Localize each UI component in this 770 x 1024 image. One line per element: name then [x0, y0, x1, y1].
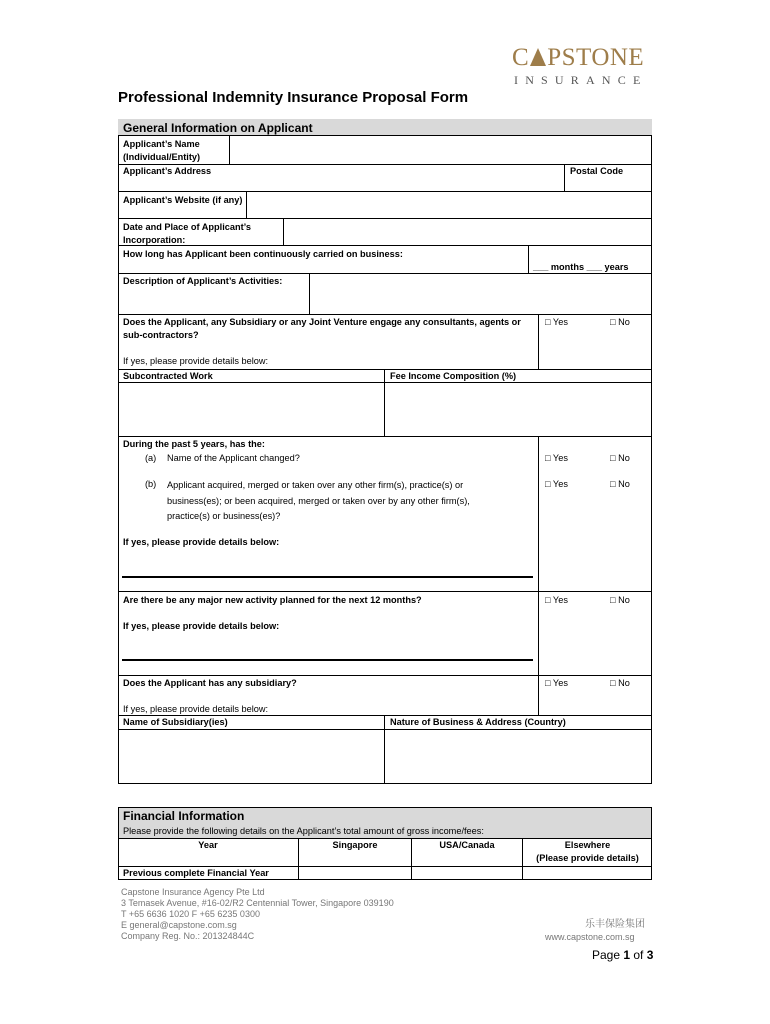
- footer-phone: T +65 6636 1020 F +65 6235 0300: [121, 909, 260, 919]
- prev-year-elsewhere-input[interactable]: [523, 867, 651, 879]
- subcontractor-yes-checkbox[interactable]: □ Yes: [545, 317, 568, 327]
- incorporation-input[interactable]: [284, 218, 651, 245]
- merger-no-checkbox[interactable]: □ No: [610, 479, 630, 489]
- incorporation-label: Date and Place of Applicant’s Incorporation:: [123, 222, 251, 245]
- footer-address: 3 Temasek Avenue, #16-02/R2 Centennial Tower, Singapore 039190: [121, 898, 394, 908]
- past-b-marker: (b): [145, 479, 157, 489]
- new-activity-no-checkbox[interactable]: □ No: [610, 595, 630, 605]
- financial-info-header: Financial Information: [123, 809, 245, 823]
- col-usa-canada-header: USA/Canada: [439, 840, 495, 850]
- subsidiary-details-prompt: If yes, please provide details below:: [123, 704, 269, 714]
- applicant-website-input[interactable]: [247, 191, 651, 218]
- activities-label: Description of Applicant’s Activities:: [123, 276, 283, 286]
- footer-group-name: 乐丰保险集团: [585, 919, 645, 930]
- logo-subtitle: INSURANCE: [514, 73, 648, 87]
- subcontracted-work-header: Subcontracted Work: [123, 371, 213, 381]
- new-activity-question: Are there be any major new activity planned for the next 12 months?: [123, 595, 422, 605]
- name-changed-question: Name of the Applicant changed?: [167, 453, 300, 463]
- footer-website: www.capstone.com.sg: [545, 932, 635, 942]
- nature-of-business-header: Nature of Business & Address (Country): [390, 717, 566, 727]
- past-five-years-header: During the past 5 years, has the:: [123, 439, 265, 449]
- fee-income-header: Fee Income Composition (%): [390, 371, 517, 381]
- name-changed-no-checkbox[interactable]: □ No: [610, 453, 630, 463]
- logo-triangle: [530, 48, 546, 66]
- business-duration-input[interactable]: ___ months ___ years: [533, 262, 629, 272]
- past-a-marker: (a): [145, 453, 157, 463]
- footer-company-name: Capstone Insurance Agency Pte Ltd: [121, 887, 265, 897]
- new-activity-details-input[interactable]: [122, 636, 533, 660]
- activities-input[interactable]: [310, 273, 651, 314]
- col-year-header: Year: [198, 840, 218, 850]
- postal-code-label: Postal Code: [570, 166, 624, 176]
- subsidiary-question: Does the Applicant has any subsidiary?: [123, 678, 297, 688]
- merger-question: Applicant acquired, merged or taken over any other firm(s), practice(s) or business(es); or been acquired, merged or taken over by any other firm(s), practice(s) or business(es)?: [167, 480, 470, 521]
- applicant-website-label: Applicant’s Website (if any): [123, 195, 243, 205]
- col-elsewhere-header: Elsewhere (Please provide details): [536, 840, 639, 863]
- nature-of-business-input[interactable]: [385, 730, 651, 783]
- subcontracted-work-input[interactable]: [119, 383, 384, 436]
- name-changed-yes-checkbox[interactable]: □ Yes: [545, 453, 568, 463]
- merger-yes-checkbox[interactable]: □ Yes: [545, 479, 568, 489]
- footer-registration: Company Reg. No.: 201324844C: [121, 931, 255, 941]
- general-info-header: General Information on Applicant: [118, 119, 652, 136]
- applicant-address-input[interactable]: [118, 177, 564, 191]
- fee-income-input[interactable]: [385, 383, 651, 436]
- applicant-name-label: Applicant’s Name (Individual/Entity): [123, 139, 201, 162]
- subcontractor-question: Does the Applicant, any Subsidiary or any Joint Venture engage any consultants, agents or sub-contractors?: [123, 317, 521, 340]
- previous-financial-year-row: Previous complete Financial Year: [123, 868, 269, 878]
- prev-year-usa-input[interactable]: [412, 867, 522, 879]
- col-singapore-header: Singapore: [332, 840, 378, 850]
- financial-info-intro: Please provide the following details on the Applicant’s total amount of gross income/fees:: [123, 826, 484, 836]
- subsidiary-no-checkbox[interactable]: □ No: [610, 678, 630, 688]
- subsidiary-name-input[interactable]: [119, 730, 384, 783]
- applicant-address-label: Applicant’s Address: [123, 166, 212, 176]
- footer-company-info: [121, 887, 394, 942]
- logo-name: C PSTONE: [512, 44, 645, 71]
- past-details-prompt: If yes, please provide details below:: [123, 537, 280, 547]
- footer-email: E general@capstone.com.sg: [121, 920, 237, 930]
- applicant-name-input[interactable]: [230, 136, 651, 164]
- new-activity-yes-checkbox[interactable]: □ Yes: [545, 595, 568, 605]
- subsidiary-yes-checkbox[interactable]: □ Yes: [545, 678, 568, 688]
- page-number: Page 1 of 3: [592, 948, 654, 962]
- company-logo: [512, 40, 652, 90]
- page-title: Professional Indemnity Insurance Proposal Form: [118, 89, 469, 106]
- subcontractor-no-checkbox[interactable]: □ No: [610, 317, 630, 327]
- prev-year-singapore-input[interactable]: [299, 867, 411, 879]
- past-details-input[interactable]: [122, 552, 533, 577]
- business-duration-label: How long has Applicant been continuously carried on business:: [123, 249, 403, 259]
- new-activity-details-prompt: If yes, please provide details below:: [123, 621, 280, 631]
- subsidiary-name-header: Name of Subsidiary(ies): [123, 717, 228, 727]
- subcontractor-details-prompt: If yes, please provide details below:: [123, 356, 269, 366]
